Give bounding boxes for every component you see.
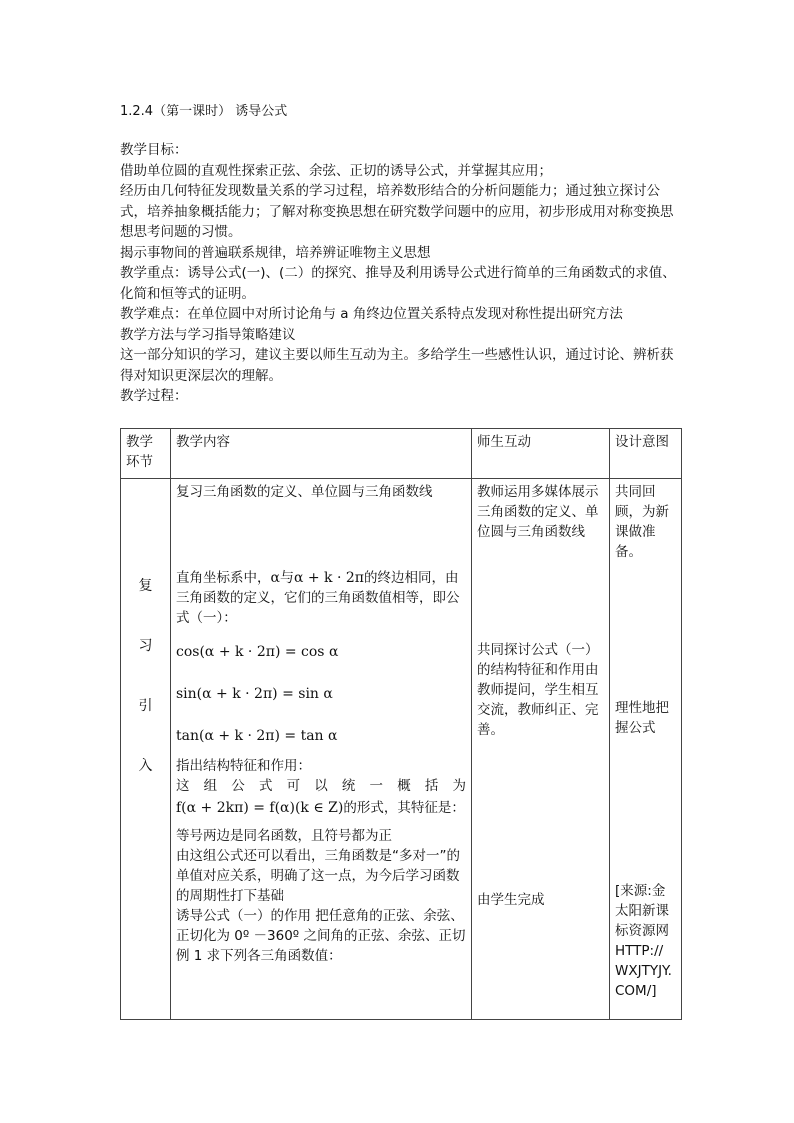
general-formula: f(α + 2kπ) = f(α)(k ∈ Z) [176,800,344,816]
method-text: 这一部分知识的学习，建议主要以师生互动为主。多给学生一些感性认识，通过讨论、辨析获得对知识更深层次的理解。 [120,347,674,384]
stage-cell [121,479,171,1020]
intent-cell [610,479,682,1020]
coterminal-formula: α与α + k · 2π [270,570,364,586]
table-header-row [121,429,682,479]
header-intent: 设计意图 [610,429,682,479]
lesson-table [120,428,682,1020]
page-title: 1.2.4（第一课时） 诱导公式 [120,104,288,119]
header-interaction: 师生互动 [472,429,610,479]
interaction-multimedia: 教师运用多媒体展示三角函数的定义、单位圆与三角函数线 [477,484,599,540]
intent-review: 共同回顾，为新课做准备。 [615,484,669,560]
formula-sin: sin(α + k · 2π) = sin α [176,686,333,702]
intent-grasp: 理性地把握公式 [615,700,669,736]
goal-3: 揭示事物间的普遍联系规律，培养辨证唯物主义思想 [120,244,431,261]
content-cell [171,479,472,1020]
goal-2: 经历由几何特征发现数量关系的学习过程，培养数形结合的分析问题能力；通过独立探讨公式，培养抽象概括能力；了解对称变换思想在研究数学问题中的应用，初步形成用对称变换思想思考问题的习惯。 [120,183,674,240]
structure-label: 指出结构特征和作用： [176,758,311,774]
stage-char: 习 [138,638,153,654]
unify-text: 这组公式可以统一概括为 [176,778,466,794]
general-post: 的形式，其特征是： [343,800,465,816]
coterminal-pre: 直角坐标系中， [176,570,271,586]
interaction-student: 由学生完成 [477,892,545,908]
example-text: 例 1 求下列各三角函数值： [176,948,342,964]
method-label: 教学方法与学习指导策略建议 [120,326,296,343]
coterminal-post: 的终边相同，由三角函数的定义，它们的三角函数值相等，即公式（一）： [176,570,460,626]
review-text: 复习三角函数的定义、单位圆与三角函数线 [176,484,433,500]
general-formula-line [176,798,466,818]
key-points: 教学重点：诱导公式(一)、(二）的探究、推导及利用诱导公式进行简单的三角函数式的求值、化简和恒等式的证明。 [120,265,676,302]
header-stage: 教学环节 [121,429,171,479]
interaction-cell [472,479,610,1020]
stage-char: 复 [138,578,153,594]
process-label: 教学过程： [120,388,188,404]
coterminal-text [176,568,466,628]
feature-text: 等号两边是同名函数，且符号都为正 [176,828,392,844]
many-to-one-text: 由这组公式还可以看出，三角函数是“多对一”的单值对应关系，明确了这一点，为今后学习函数的周期性打下基础 [176,848,460,904]
goal-1: 借助单位圆的直观性探索正弦、余弦、正切的诱导公式，并掌握其应用； [120,162,552,179]
usage-text: 诱导公式（一）的作用 把任意角的正弦、余弦、正切化为 0º －360º 之间角的正弦、余弦、正切 [176,908,466,944]
intro-section [120,140,680,407]
header-content: 教学内容 [171,429,472,479]
formula-cos: cos(α + k · 2π) = cos α [176,644,339,660]
formula-tan: tan(α + k · 2π) = tan α [176,728,338,744]
difficulty: 教学难点：在单位圆中对所讨论角与 a 角终边位置关系特点发现对称性提出研究方法 [120,306,623,322]
intent-source: [来源:金太阳新课标资源网HTTP://WXJTYJY.COM/] [615,883,672,999]
interaction-explore: 共同探讨公式（一）的结构特征和作用由教师提问，学生相互交流，教师纠正、完善。 [477,642,599,738]
table-row [121,479,682,1020]
goal-label: 教学目标： [120,142,188,158]
stage-char: 引 [138,698,153,714]
stage-char: 入 [138,758,153,774]
